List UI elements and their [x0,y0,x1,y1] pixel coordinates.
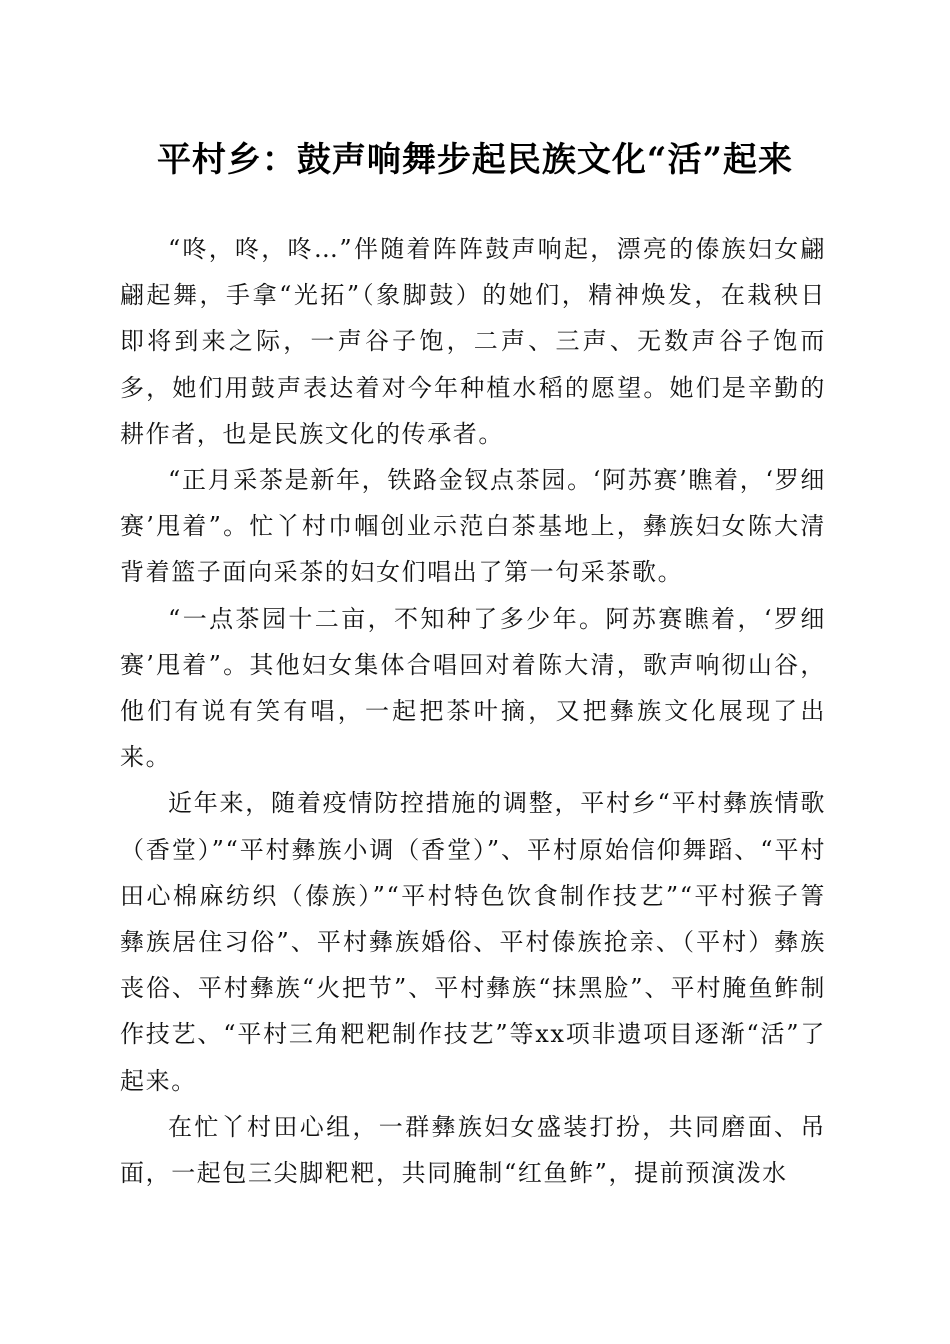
paragraph-tea-song-start: “正月采茶是新年，铁路金钗点茶园。‘阿苏赛’瞧着，‘罗细赛’甩着”。忙丫村巾帼创业示范白茶基地上，彝族妇女陈大清背着篮子面向采茶的妇女们唱出了第一句采茶歌。 [120,466,826,587]
paragraph-intangible-heritage: 近年来，随着疫情防控措施的调整，平村乡“平村彝族情歌（香堂）”“平村彝族小调（香堂）”、平村原始信仰舞蹈、“平村田心棉麻纺织（傣族）”“平村特色饮食制作技艺”“平村猴子箐彝族居住习俗”、平村彝族婚俗、平村傣族抢亲、（平村）彝族丧俗、平村彝族“火把节”、平村彝族“抹黑脸”、平村腌鱼鲊制作技艺、“平村三角粑粑制作技艺”等xx项非遗项目逐渐“活”了起来。 [120,789,826,1095]
document-title: 平村乡：鼓声响舞步起民族文化“活”起来 [156,140,794,180]
paragraph-tianxin-group: 在忙丫村田心组，一群彝族妇女盛装打扮，共同磨面、吊面，一起包三尖脚粑粑，共同腌制“红鱼鲊”，提前预演泼水 [120,1112,826,1188]
paragraph-drum-dance: “咚，咚，咚…”伴随着阵阵鼓声响起，漂亮的傣族妇女翩翩起舞，手拿“光拓”（象脚鼓）的她们，精神焕发，在栽秧日即将到来之际，一声谷子饱，二声、三声、无数声谷子饱而多，她们用鼓声表达着对今年种植水稻的愿望。她们是辛勤的耕作者，也是民族文化的传承者。 [120,235,826,448]
document-body [120,226,826,1196]
paragraph-tea-song-chorus: “一点茶园十二亩，不知种了多少年。阿苏赛瞧着，‘罗细赛’甩着”。其他妇女集体合唱回对着陈大清，歌声响彻山谷，他们有说有笑有唱，一起把茶叶摘，又把彝族文化展现了出来。 [120,604,826,772]
